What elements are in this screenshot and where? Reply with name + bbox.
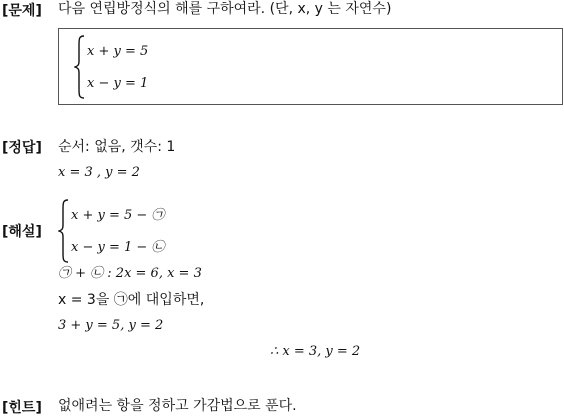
hint-text: 없애려는 항을 정하고 가감법으로 푼다. bbox=[58, 398, 297, 414]
problem-equation-box bbox=[58, 28, 563, 105]
explanation-tag: [해설] bbox=[2, 224, 42, 240]
left-brace-icon bbox=[58, 199, 70, 263]
explanation-equation-2: x − y = 1 − ㉡ bbox=[71, 240, 165, 255]
problem-tag: [문제] bbox=[2, 3, 42, 19]
explanation-step-2: x = 3을 ㉠에 대입하면, bbox=[58, 292, 205, 308]
answer-solution: x = 3 , y = 2 bbox=[58, 165, 140, 180]
answer-order-count: 순서: 없음, 갯수: 1 bbox=[58, 139, 176, 155]
explanation-step-3: 3 + y = 5, y = 2 bbox=[58, 318, 164, 333]
answer-tag: [정답] bbox=[2, 140, 42, 156]
explanation-equation-1: x + y = 5 − ㉠ bbox=[71, 208, 165, 223]
problem-prompt: 다음 연립방정식의 해를 구하여라. (단, x, y 는 자연수) bbox=[58, 1, 392, 17]
explanation-conclusion: ∴ x = 3, y = 2 bbox=[270, 344, 361, 359]
left-brace-icon bbox=[74, 35, 86, 99]
problem-equation-2: x − y = 1 bbox=[87, 76, 149, 91]
hint-tag: [힌트] bbox=[2, 400, 42, 416]
explanation-step-1: ㉠ + ㉡ : 2x = 6, x = 3 bbox=[58, 266, 202, 281]
problem-equation-1: x + y = 5 bbox=[87, 44, 149, 59]
